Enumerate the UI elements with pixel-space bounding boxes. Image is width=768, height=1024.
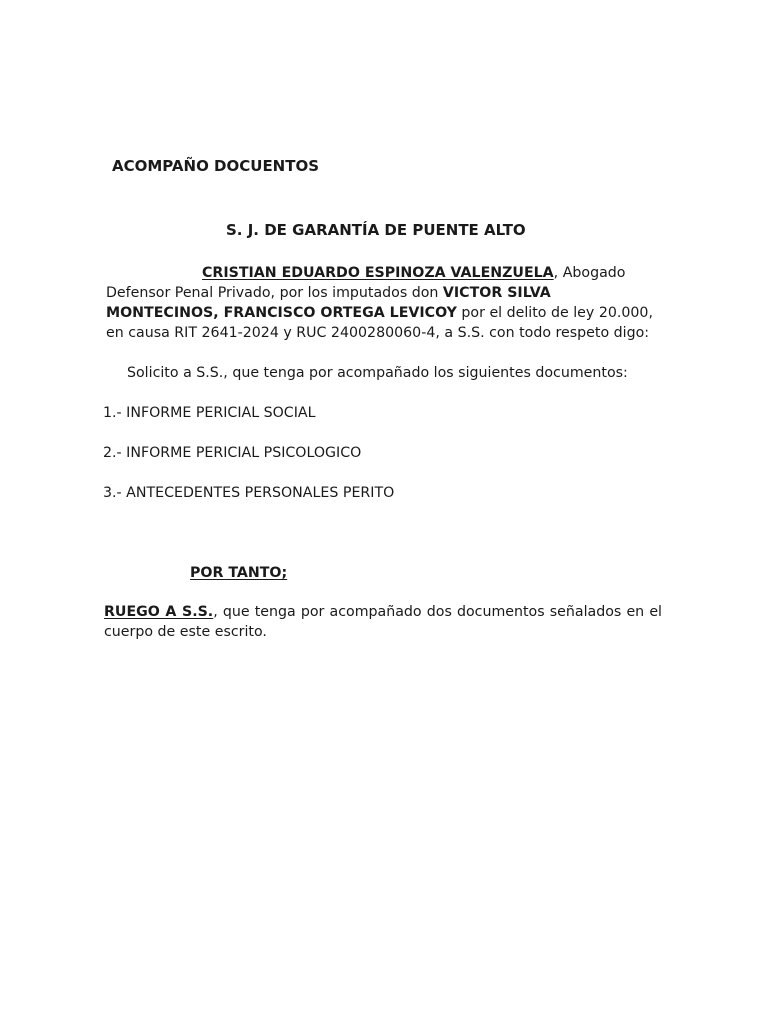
intro-line-4: en causa RIT 2641-2024 y RUC 2400280060-4, a S.S. con todo respeto digo: (106, 325, 650, 341)
intro-line-3 (106, 303, 653, 323)
request-paragraph: Solicito a S.S., que tenga por acompañado los siguientes documentos: (127, 365, 628, 381)
document-list-item: 2.- INFORME PERICIAL PSICOLOGICO (103, 445, 362, 461)
lawyer-name: CRISTIAN EDUARDO ESPINOZA VALENZUELA (202, 265, 554, 281)
document-list-item: 3.- ANTECEDENTES PERSONALES PERITO (103, 485, 395, 501)
por-tanto-heading: POR TANTO; (190, 565, 288, 581)
intro-line-2 (106, 283, 551, 303)
closing-line-1 (104, 602, 662, 622)
ruego-label: RUEGO A S.S. (104, 604, 214, 620)
defendant-name-1: VICTOR SILVA (442, 285, 551, 301)
court-title: S. J. DE GARANTÍA DE PUENTE ALTO (226, 221, 526, 239)
document-heading: ACOMPAÑO DOCUENTOS (112, 157, 320, 175)
intro-line-2-text: Defensor Penal Privado, por los imputados don (106, 285, 443, 301)
closing-line-1-text: , que tenga por acompañado dos documentos señalados en el (213, 604, 662, 620)
closing-line-2: cuerpo de este escrito. (104, 624, 267, 640)
intro-line-1 (202, 263, 625, 283)
intro-line-3-text: por el delito de ley 20.000, (456, 305, 653, 321)
document-list-item: 1.- INFORME PERICIAL SOCIAL (103, 405, 316, 421)
defendant-names-2: MONTECINOS, FRANCISCO ORTEGA LEVICOY (106, 305, 457, 321)
intro-after-name: , Abogado (553, 265, 626, 281)
